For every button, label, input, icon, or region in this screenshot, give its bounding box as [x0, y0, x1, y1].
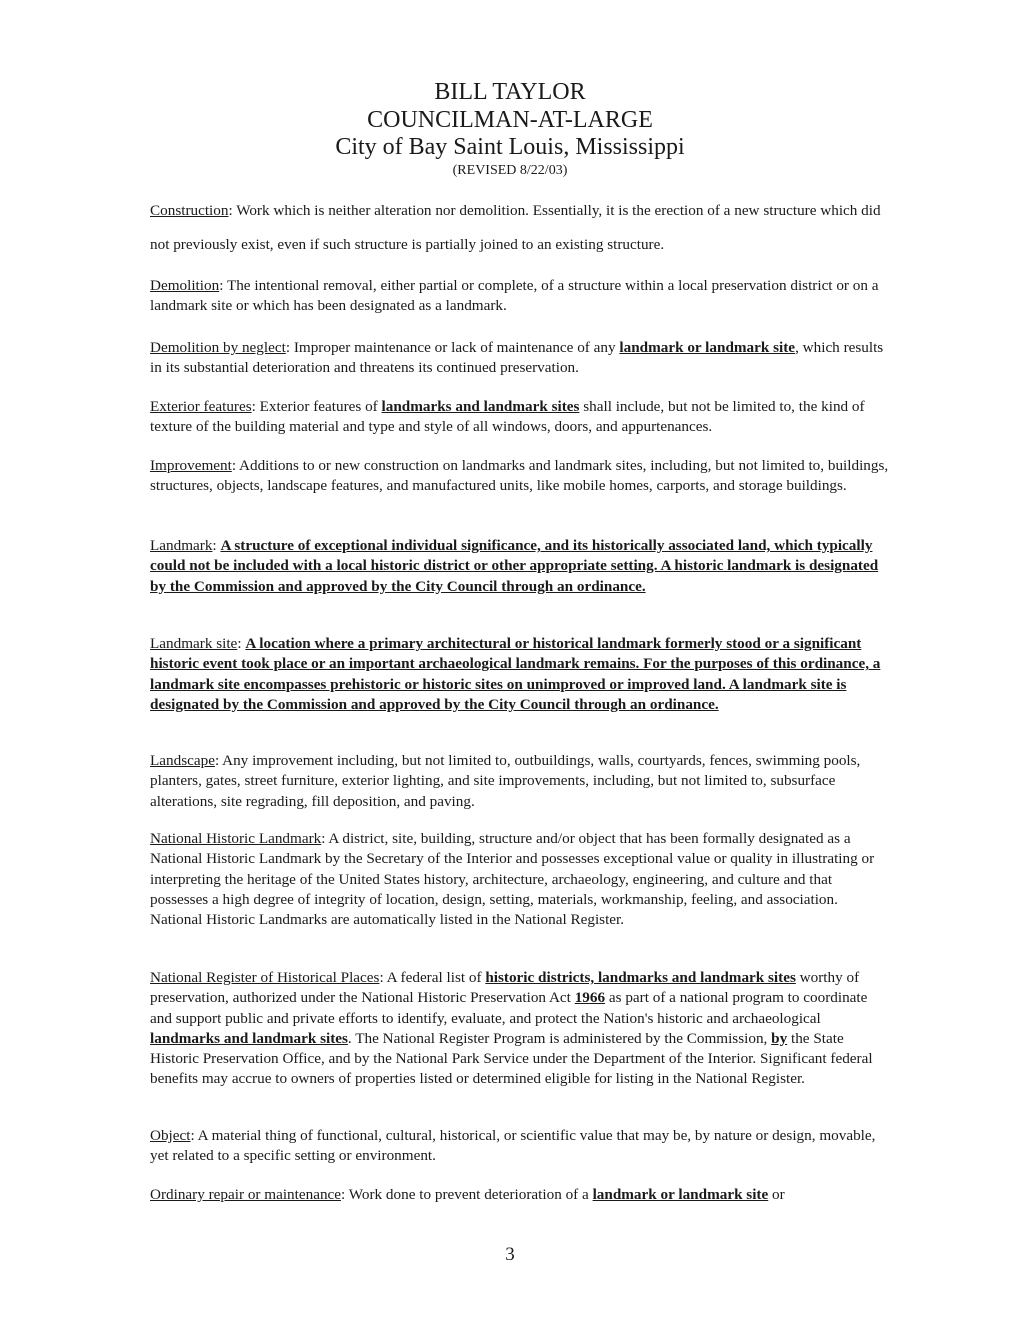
emphasis-text: landmark or landmark site	[619, 339, 796, 356]
author-name: BILL TAYLOR	[434, 79, 586, 105]
definition-landmark: Landmark: A structure of exceptional individual significance, and its historically associated land, which typically could not be included with a local historic district or other appropriate setting. A historic landmark is designated by the Commission and approved by the City Council through an ordinance.	[150, 537, 879, 595]
definition-text: shall include, but not be limited to, the kind of texture of the building material and type and style of all windows, doors, and appurtenances.	[150, 398, 865, 436]
city-name: City of Bay Saint Louis, Mississippi	[335, 134, 685, 160]
revision-date: (REVISED 8/22/03)	[452, 163, 568, 178]
term-label: Ordinary repair or maintenance	[150, 1186, 342, 1203]
definition-text: Improper maintenance or lack of maintenance of any	[293, 339, 620, 356]
definition-text: Work done to prevent deterioration of a	[348, 1186, 593, 1203]
definition-text: the State Historic Preservation Office, and by the National Park Service under the Department of the Interior. Significant federal benefits may accrue to owners of properties listed or determined eligible for listing in the National Register.	[150, 1029, 873, 1088]
term-label: Exterior features	[150, 398, 252, 415]
definition-demolition: Demolition: The intentional removal, either partial or complete, of a structure within a local preservation district or on a landmark site or which has been designated as a landmark.	[150, 277, 879, 315]
definition-text: A material thing of functional, cultural, historical, or scientific value that may be, by nature or design, movable, yet related to a specific setting or environment.	[150, 1127, 876, 1165]
emphasis-year: 1966	[574, 989, 606, 1007]
emphasis-word: by	[771, 1029, 788, 1047]
term-label: Landscape	[150, 752, 215, 769]
emphasis-text: A location where a primary architectural or historical landmark formerly stood or a significant historic event took place or an important archaeological landmark remains. For the purposes of this ordinance, a landmark site encompasses prehistoric or historic sites on unimproved or improved land. A landmark site is designated by the Commission and approved by the City Council through an ordinance.	[150, 635, 881, 713]
definition-text: , which results in its substantial deterioration and threatens its continued preservation.	[150, 339, 884, 377]
term-label: National Historic Landmark	[150, 830, 322, 847]
definition-national-historic-landmark: National Historic Landmark: A district, site, building, structure and/or object that has been formally designated as a National Historic Landmark by the Secretary of the Interior and possesses exceptional value or quality in illustrating or interpreting the heritage of the United States history, architecture, archaeology, engineering, and culture and that possesses a high degree of integrity of location, design, setting, materials, workmanship, feeling, and association. National Historic Landmarks are automatically listed in the National Register.	[150, 830, 875, 929]
emphasis-text: A structure of exceptional individual significance, and its historically associated land, which typically could not be included with a local historic district or other appropriate setting. A historic landmark is designated by the Commission and approved by the City Council through an ordinance.	[150, 537, 879, 595]
definition-text: or	[768, 1186, 785, 1203]
definition-object: Object: A material thing of functional, cultural, historical, or scientific value that may be, by nature or design, movable, yet related to a specific setting or environment.	[150, 1127, 876, 1165]
definition-landscape: Landscape: Any improvement including, but not limited to, outbuildings, walls, courtyards, fences, swimming pools, planters, gates, street furniture, exterior lighting, and site improvements, including, but not limited to, subsurface alterations, site regrading, fill deposition, and paving.	[150, 752, 861, 810]
term-label: Demolition	[150, 277, 220, 294]
term-label: Object	[150, 1127, 191, 1144]
term-label: National Register of Historical Places	[150, 969, 380, 986]
definition-text: Any improvement including, but not limited to, outbuildings, walls, courtyards, fences, swimming pools, planters, gates, street furniture, exterior lighting, and site improvements, including, but not limited to, subsurface alterations, site regrading, fill deposition, and paving.	[150, 752, 861, 810]
emphasis-text: landmarks and landmark sites	[381, 398, 580, 415]
definition-demolition-by-neglect: Demolition by neglect: Improper maintenance or lack of maintenance of any landmark or landmark site, which results in its substantial deterioration and threatens its continued preservation.	[150, 339, 884, 377]
definition-text: A district, site, building, structure and/or object that has been formally designated as a National Historic Landmark by the Secretary of the Interior and possesses exceptional value or quality in illustrating or interpreting the heritage of the United States history, architecture, archaeology, engineering, and culture and that possesses a high degree of integrity of location, design, setting, materials, workmanship, feeling, and association. National Historic Landmarks are automatically listed in the National Register.	[150, 830, 875, 929]
definition-landmark-site: Landmark site: A location where a primary architectural or historical landmark formerly stood or a significant historic event took place or an important archaeological landmark remains. For the purposes of this ordinance, a landmark site encompasses prehistoric or historic sites on unimproved or improved land. A landmark site is designated by the Commission and approved by the City Council through an ordinance.	[150, 635, 881, 713]
author-title: COUNCILMAN-AT-LARGE	[367, 107, 653, 133]
term-label: Landmark site	[150, 635, 238, 652]
definition-exterior-features: Exterior features: Exterior features of landmarks and landmark sites shall include, but not be limited to, the kind of texture of the building material and type and style of all windows, doors, and appurtenances.	[150, 398, 865, 436]
definition-text: Work which is neither alteration nor demolition. Essentially, it is the erection of a new structure which did not previously exist, even if such structure is partially joined to an existing structure.	[150, 202, 881, 253]
definition-text: as part of a national program to coordinate and support public and private efforts to identify, evaluate, and protect the Nation's historic and archaeological	[150, 989, 868, 1027]
term-label: Improvement	[150, 457, 232, 474]
term-label: Landmark	[150, 537, 213, 554]
term-label: Demolition by neglect	[150, 339, 286, 356]
definition-ordinary-repair: Ordinary repair or maintenance: Work done to prevent deterioration of a landmark or landmark site or	[150, 1186, 785, 1203]
definition-improvement: Improvement: Additions to or new construction on landmarks and landmark sites, including, but not limited to, buildings, structures, objects, landscape features, and manufactured units, like mobile homes, carports, and storage buildings.	[150, 457, 889, 495]
term-label: Construction	[150, 202, 229, 219]
definition-text: A federal list of	[386, 969, 486, 986]
emphasis-text: landmark or landmark site	[592, 1186, 769, 1203]
emphasis-text: landmarks and landmark sites	[150, 1029, 348, 1047]
definition-text: Exterior features of	[259, 398, 382, 415]
page-number: 3	[505, 1244, 515, 1265]
definition-text: . The National Register Program is administered by the Commission,	[347, 1029, 772, 1047]
definition-construction: Construction: Work which is neither alteration nor demolition. Essentially, it is the erection of a new structure which did not previously exist, even if such structure is partially joined to an existing structure.	[150, 202, 881, 253]
definition-text: The intentional removal, either partial or complete, of a structure within a local preservation district or on a landmark site or which has been designated as a landmark.	[150, 277, 879, 315]
emphasis-text: historic districts, landmarks and landmark sites	[485, 969, 796, 986]
definition-text: Additions to or new construction on landmarks and landmark sites, including, but not limited to, buildings, structures, objects, landscape features, and manufactured units, like mobile homes, carports, and storage buildings.	[150, 457, 889, 495]
letterhead	[0, 78, 1020, 180]
definition-text: worthy of preservation, authorized under the National Historic Preservation Act	[150, 969, 860, 1007]
definition-national-register: National Register of Historical Places: A federal list of historic districts, landmarks and landmark sites worthy of preservation, authorized under the National Historic Preservation Act 1966 as part of a national program to coordinate and support public and private efforts to identify, evaluate, and protect the Nation's historic and archaeological landmarks and landmark sites. The National Register Program is administered by the Commission, by the State Historic Preservation Office, and by the National Park Service under the Department of the Interior. Significant federal benefits may accrue to owners of properties listed or determined eligible for listing in the National Register.	[150, 969, 873, 1088]
